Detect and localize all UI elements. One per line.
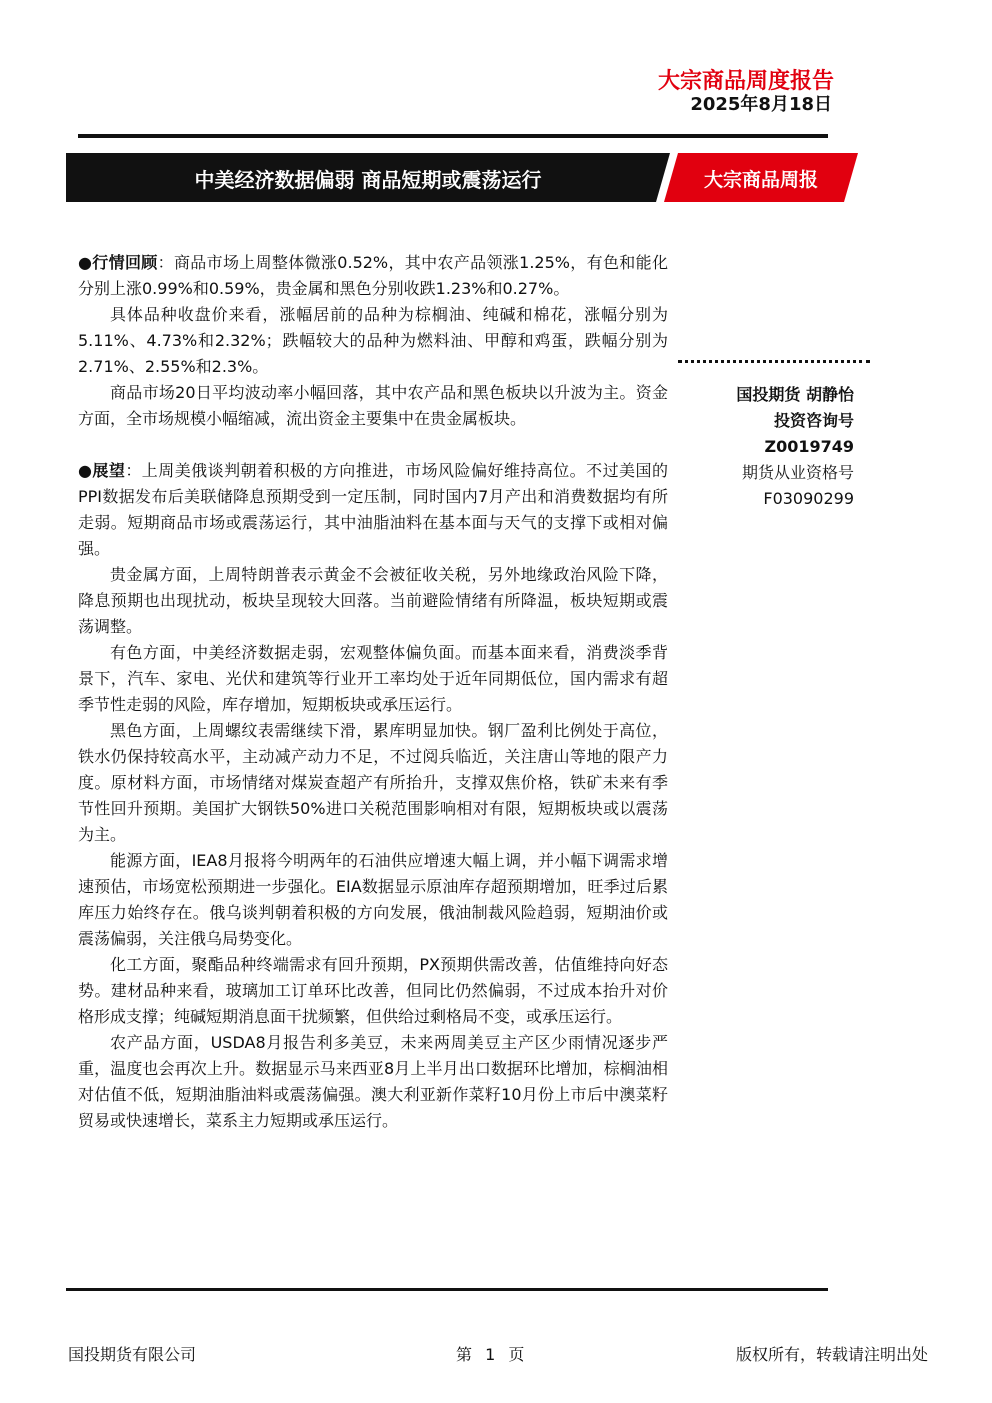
report-date: 2025年8月18日 [690,94,832,115]
footer-company: 国投期货有限公司 [68,1345,197,1364]
footer-copyright: 版权所有，转载请注明出处 [735,1345,928,1364]
outlook-paragraph-1: ●展望：上周美俄谈判朝着积极的方向推进，市场风险偏好维持高位。不过美国的PPI数据发布后美联储降息预期受到一定压制，同时国内7月产出和消费数据均有所走弱。短期商品市场或震荡运行，其中油脂油料在基本面与天气的支撑下或相对偏强。 [78,461,668,558]
analyst-info [736,382,854,512]
license-number: F03090299 [763,489,854,508]
outlook-nonferrous: 有色方面，中美经济数据走弱，宏观整体偏负面。而基本面来看，消费淡季背景下，汽车、家电、光伏和建筑等行业开工率均处于近年同期低位，国内需求有超季节性走弱的风险，库存增加，短期板块或承压运行。 [78,643,668,714]
outlook-ferrous: 黑色方面，上周螺纹表需继续下滑，累库明显加快。钢厂盈利比例处于高位，铁水仍保持较高水平，主动减产动力不足，不过阅兵临近，关注唐山等地的限产力度。原材料方面，市场情绪对煤炭查超产有所抬升，支撑双焦价格，铁矿未来有季节性回升预期。美国扩大钢铁50%进口关税范围影响相对有限，短期板块或以震荡为主。 [78,721,668,844]
review-heading: ●行情回顾 [78,253,158,272]
report-type-title: 大宗商品周度报告 [657,69,834,94]
analyst-name: 国投期货 胡静怡 [736,385,854,404]
outlook-heading: ●展望 [78,461,126,480]
sidebar-dotted-divider [678,360,870,363]
outlook-precious-metals: 贵金属方面，上周特朗普表示黄金不会被征收关税，另外地缘政治风险下降，降息预期也出现扰动，板块呈现较大回落。当前避险情绪有所降温，板块短期或震荡调整。 [78,565,668,636]
report-headline: 中美经济数据偏弱 商品短期或震荡运行 [194,168,542,192]
outlook-energy: 能源方面，IEA8月报将今明两年的石油供应增速大幅上调，并小幅下调需求增速预估，市场宽松预期进一步强化。EIA数据显示原油库存超预期增加，旺季过后累库压力始终存在。俄乌谈判朝着积极的方向发展，俄油制裁风险趋弱，短期油价或震荡偏弱，关注俄乌局势变化。 [78,851,668,948]
bottom-divider [66,1288,828,1291]
outlook-chemicals: 化工方面，聚酯品种终端需求有回升预期，PX预期供需改善，估值维持向好态势。建材品种来看，玻璃加工订单环比改善，但同比仍然偏弱，不过成本抬升对价格形成支撑；纯碱短期消息面干扰频繁，但供给过剩格局不变，或承压运行。 [78,955,668,1026]
category-tag-label: 大宗商品周报 [703,169,818,191]
review-paragraph-2: 具体品种收盘价来看，涨幅居前的品种为棕榈油、纯碱和棉花，涨幅分别为5.11%、4.73%和2.32%；跌幅较大的品种为燃料油、甲醇和鸡蛋，跌幅分别为2.71%、2.55%和2.3%。 [78,305,668,376]
consult-number: Z0019749 [764,437,854,456]
footer-page-number: 第 1 页 [456,1345,525,1364]
category-tag [664,153,858,202]
review-paragraph-1: ●行情回顾：商品市场上周整体微涨0.52%，其中农产品领涨1.25%，有色和能化分别上涨0.99%和0.59%，贵金属和黑色分别收跌1.23%和0.27%。 [78,253,668,298]
license-label: 期货从业资格号 [741,463,854,482]
top-divider [78,134,828,138]
review-paragraph-3: 商品市场20日平均波动率小幅回落，其中农产品和黑色板块以升波为主。资金方面，全市场规模小幅缩减，流出资金主要集中在贵金属板块。 [78,383,668,428]
outlook-agriculture: 农产品方面，USDA8月报告利多美豆，未来两周美豆主产区少雨情况逐步严重，温度也会再次上升。数据显示马来西亚8月上半月出口数据环比增加，棕榈油相对估值不低，短期油脂油料或震荡偏强。澳大利亚新作菜籽10月份上市后中澳菜籽贸易或快速增长，菜系主力短期或承压运行。 [78,1033,668,1130]
title-banner [66,153,670,202]
report-body [78,250,668,1134]
consult-label: 投资咨询号 [773,411,854,430]
